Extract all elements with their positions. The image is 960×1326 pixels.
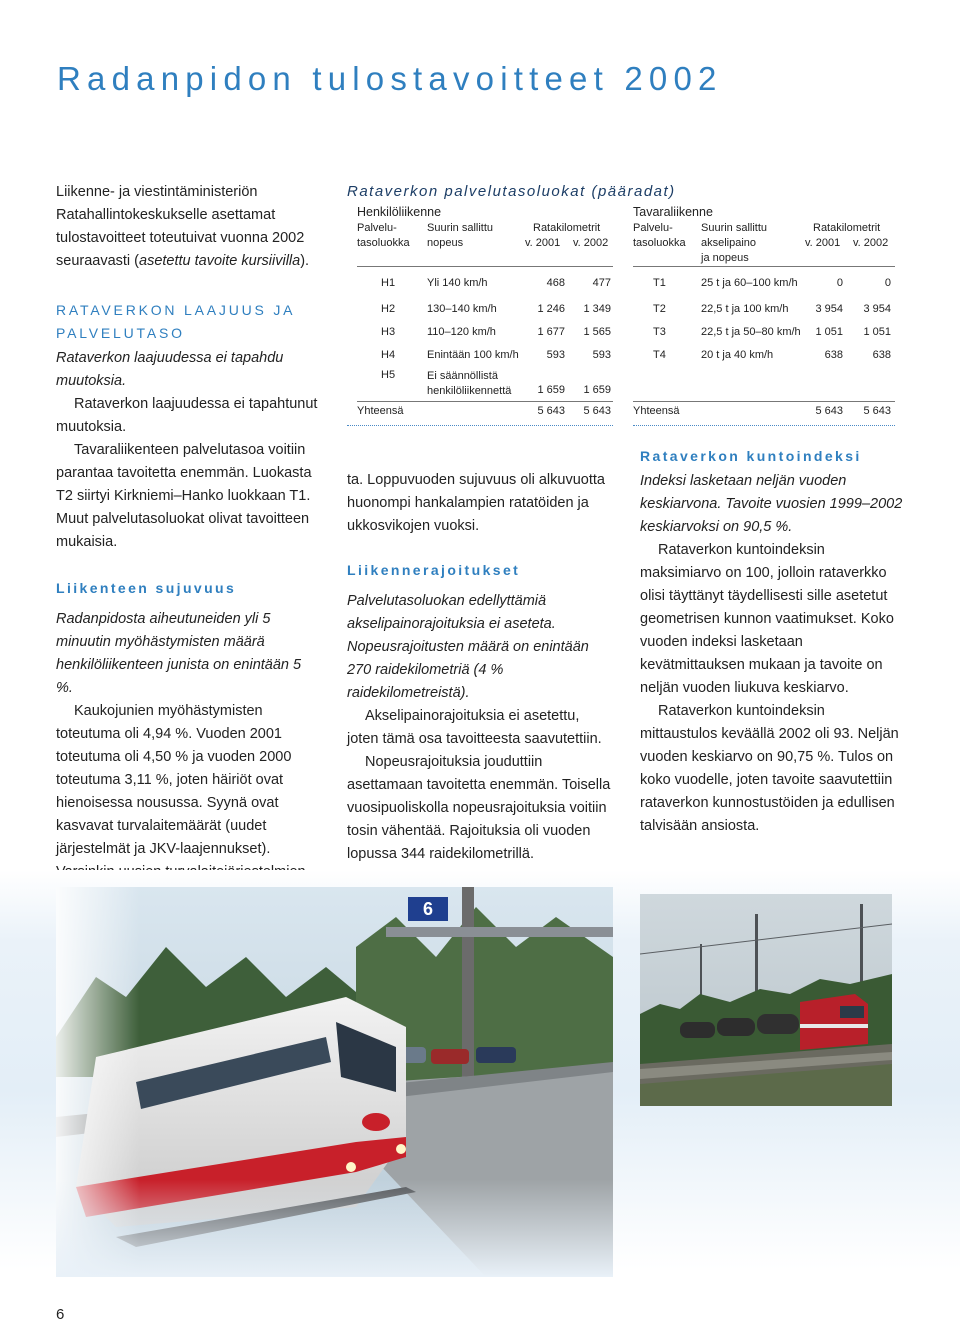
section-heading-liikennerajoitukset: Liikennerajoitukset [347, 562, 521, 578]
table-total-rule [357, 401, 613, 402]
header-km: Ratakilometrit [813, 222, 881, 234]
header-y2001: v. 2001 [525, 237, 561, 249]
section-heading-kuntoindeksi: Rataverkon kuntoindeksi [640, 448, 862, 464]
table-header-rule [357, 266, 613, 267]
group-label-tavara: Tavaraliikenne [633, 205, 713, 219]
paragraph-kuntoindeksi-result: Rataverkon kuntoindeksin mittaustulos keväällä 2002 oli 93. Neljän vuoden keskiarvo on 90,75 %. Tulos on koko vuodelle, joten tavoite saavutettiin rataverkon kunnostustöiden ja edullisen talvisään ansiosta. [640, 703, 899, 834]
header-load: Suurin sallittu akselipaino ja nopeus [701, 222, 768, 264]
header-class: Palvelu- tasoluokka [633, 222, 686, 249]
intro-paragraph [56, 181, 322, 273]
photo-freight-train [640, 894, 892, 1106]
target-text-sujuvuus: Radanpidosta aiheutuneiden yli 5 minuutin myöhästymisten määrä henkilöliikenteen junista on enintään 5 %. [56, 611, 302, 696]
page-title: Radanpidon tulostavoitteet 2002 [57, 60, 723, 97]
target-text-rajoitukset: Palvelutasoluokan edellyttämiä akselipainorajoituksia ei aseteta. Nopeusrajoitusten määrä on enintään 270 raidekilometriä (4 % raidekilometreistä). [347, 593, 589, 701]
target-text-kuntoindeksi: Indeksi lasketaan neljän vuoden keskiarvona. Tavoite vuosien 1999–2002 keskiarvoksi on 90,5 %. [640, 473, 903, 535]
table-bottom-rule [347, 425, 613, 426]
header-y2002: v. 2002 [853, 237, 889, 249]
section-heading-liikenteen-sujuvuus: Liikenteen sujuvuus [56, 580, 237, 596]
table-henkiloliikenne: Henkilöliikenne Palvelu- tasoluokka Suurin sallittu nopeus Ratakilometrit v. 2001 v. 2002 H1 Yli 140 km/h 468 477 H2 130–140 km/h 1 246 1 349 H3 110–120 km/h 1 677 1 565 H4 Enintään 100 km/h 593 593 H5 Ei säännöllistä henkilöliikennettä 1 659 1 659 Yhteensä 5 643 5 643 [357, 205, 611, 417]
paragraph-kuntoindeksi-max: Rataverkon kuntoindeksin maksimiarvo on 100, jolloin rataverkko olisi täyttänyt täydellisesti sille asetetut geometrisen kunnon vaatimukset. Koko vuoden indeksi lasketaan kevätmittauksen mukaan ja tavoite on neljän vuoden liukuva keskiarvo. [640, 542, 894, 696]
paragraph-palvelutaso-result: Tavaraliikenteen palvelutasoa voitiin parantaa tavoitetta enemmän. Luokasta T2 siirtyi Kirkniemi–Hanko luokkaan T1. Muut palvelutasoluokat olivat tavoitteen mukaisia. [56, 442, 312, 550]
target-text-laajuus: Rataverkon laajuudessa ei tapahdu muutoksia. [56, 350, 284, 389]
table-header-rule [633, 266, 895, 267]
intro-end: ). [300, 253, 310, 269]
photo-commuter-train [56, 887, 613, 1277]
table-tavaraliikenne: Tavaraliikenne Palvelu- tasoluokka Suurin sallittu akselipaino ja nopeus Ratakilometrit v. 2001 v. 2002 T1 25 t ja 60–100 km/h 0 0 T2 22,5 t ja 100 km/h 3 954 3 954 T3 22,5 t ja 50–80 km/h 1 051 1 051 T4 20 t ja 40 km/h 638 638 Yhteensä 5 643 5 643 [633, 205, 891, 417]
column-middle [347, 469, 613, 866]
freight-train-image [640, 894, 892, 1106]
table-bottom-rule [633, 425, 895, 426]
paragraph-continuation: ta. Loppuvuoden sujuvuus oli alkuvuotta huonompi hankalampien ratatöiden ja ukkosvikojen vuoksi. [347, 472, 605, 534]
header-y2002: v. 2002 [573, 237, 609, 249]
paragraph-laajuus-result: Rataverkon laajuudessa ei tapahtunut muutoksia. [56, 396, 318, 435]
header-y2001: v. 2001 [805, 237, 841, 249]
group-label-henkilo: Henkilöliikenne [357, 205, 442, 219]
intro-italic: asetettu tavoite kursiivilla [139, 253, 301, 269]
column-right [640, 445, 906, 838]
section-heading-rataverkon-laajuus: RATAVERKON LAAJUUS JA PALVELUTASO [56, 302, 296, 341]
header-speed: Suurin sallittu nopeus [427, 222, 494, 249]
paragraph-akselipaino: Akselipainorajoituksia ei asetettu, joten tämä osa tavoitteesta saavutettiin. [347, 708, 602, 747]
header-km: Ratakilometrit [533, 222, 601, 234]
header-class: Palvelu- tasoluokka [357, 222, 410, 249]
paragraph-nopeusrajoitukset: Nopeusrajoituksia jouduttiin asettamaan tavoitetta enemmän. Toisella vuosipuoliskolla nopeusrajoituksia voitiin tosin vähentää. Rajoituksia oli vuoden lopussa 344 raidekilometrillä. [347, 754, 611, 862]
column-left [56, 181, 322, 953]
page-number: 6 [56, 1306, 65, 1323]
intro-text: Liikenne- ja viestintäministeriön Ratahallintokeskukselle asettamat tulostavoitteet toteutuivat vuonna 2002 seuraavasti ( [56, 184, 305, 269]
commuter-train-image [56, 887, 613, 1277]
paragraph-sujuvuus-result: Kaukojunien myöhästymisten toteutuma oli 4,94 %. Vuoden 2001 toteutuma oli 4,50 % ja vuoden 2000 toteutuma 3,11 %, joten häiriöt ovat hienoisessa nousussa. Syynä ovat kasvavat turvalaitemäärät (uudet järjestelmät ja JKV-laajennukset). [56, 703, 292, 857]
table-title: Rataverkon palvelutasoluokat (pääradat) [347, 183, 676, 200]
table-total-rule [633, 401, 895, 402]
